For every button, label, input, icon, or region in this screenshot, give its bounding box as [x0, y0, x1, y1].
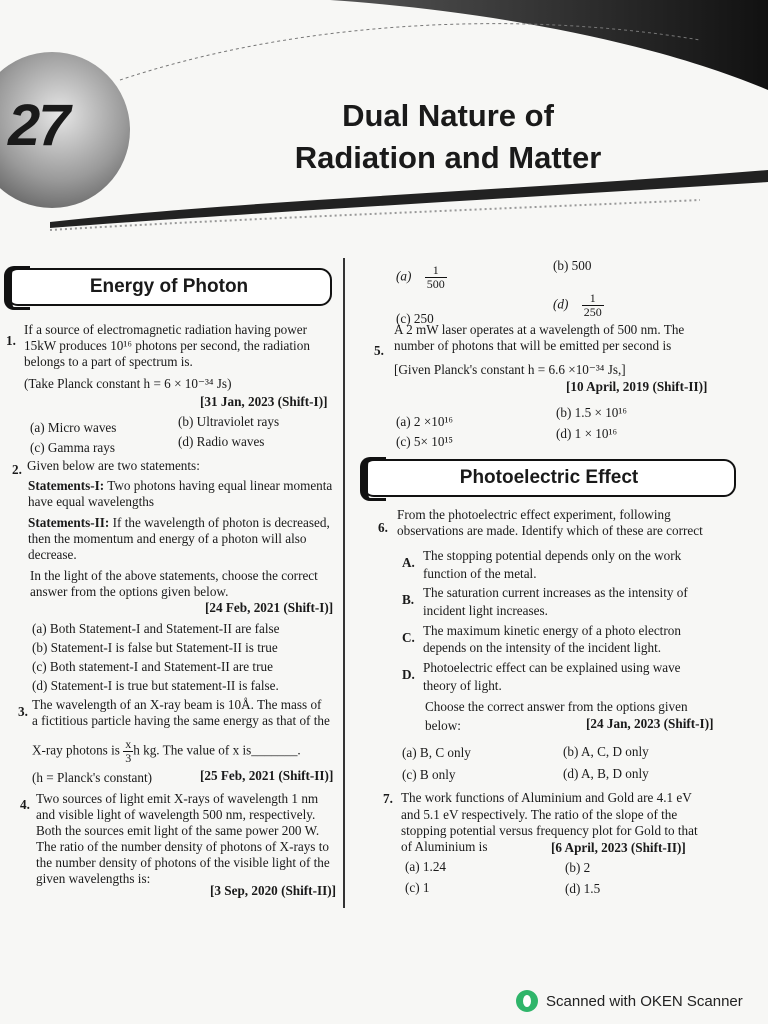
q3-number: 3. [18, 704, 28, 719]
column-divider [343, 258, 345, 908]
section-title: Energy of Photon [89, 276, 249, 297]
q2-number: 2. [12, 462, 22, 477]
q4-option-a-fraction: $\frac{1}{500}$ [426, 263, 445, 291]
q6-number: 6. [378, 520, 388, 535]
q6-statement-d: theory of light. [423, 678, 502, 693]
q2-option-b: (b) Statement-I is false but Statement-II is true [32, 640, 278, 655]
q6-line: observations are made. Identify which of these are correct [397, 523, 703, 538]
q1-option-c: (c) Gamma rays [30, 440, 115, 455]
q7-option-c: (c) 1 [405, 880, 430, 895]
q2-reference: [24 Feb, 2021 (Shift-I)] [205, 600, 334, 615]
q7-option-d: (d) 1.5 [565, 881, 601, 896]
q5-option-b: (b) 1.5 × 10¹⁶ [556, 405, 627, 420]
scanner-watermark [516, 990, 743, 1012]
q1-line: 15kW produces 10¹⁶ photons per second, the radiation [24, 338, 310, 353]
q7-line: stopping potential versus frequency plot for Gold to that [401, 823, 698, 838]
q6-statement-c: The maximum kinetic energy of a photo electron [423, 623, 681, 638]
q6-line: From the photoelectric effect experiment, following [397, 507, 671, 522]
q5-option-a: (a) 2 ×10¹⁶ [396, 414, 453, 429]
q1-line: belongs to a part of spectrum is. [24, 354, 193, 369]
q6-option-a: (a) B, C only [402, 745, 471, 760]
q6-line: Choose the correct answer from the options given [425, 699, 688, 714]
q4-option-d-fraction: $\frac{1}{250}$ [583, 291, 602, 319]
q6-statement-label: A. [402, 555, 415, 570]
q2-statement-1: Statements-I: Two photons having equal linear momenta [28, 478, 333, 493]
q7-option-a: (a) 1.24 [405, 859, 447, 874]
q4-number: 4. [20, 797, 30, 812]
q5-line: A 2 mW laser operates at a wavelength of 500 nm. The [394, 322, 685, 337]
q6-statement-d: Photoelectric effect can be explained using wave [423, 660, 681, 675]
q6-statement-label: C. [402, 630, 415, 645]
q2-statement-2: Statements-II: If the wavelength of photon is decreased, [28, 515, 330, 530]
q2-line: In the light of the above statements, choose the correct [30, 568, 318, 583]
q4-option-b: (b) 500 [553, 258, 592, 273]
q1-line: (Take Planck constant h = 6 × 10⁻³⁴ Js) [24, 376, 232, 391]
q5-option-d: (d) 1 × 10¹⁶ [556, 426, 618, 441]
q6-line: below: [425, 718, 461, 733]
q2-line: answer from the options given below. [30, 584, 229, 599]
q4-line: The ratio of the number density of photons of X-rays to [36, 839, 329, 854]
chapter-number: 27 [8, 93, 69, 158]
q5-option-c: (c) 5× 10¹⁵ [396, 434, 453, 449]
q4-reference: [3 Sep, 2020 (Shift-II)] [210, 883, 337, 898]
q5-reference: [10 April, 2019 (Shift-II)] [566, 379, 708, 394]
q4-option-a: (a) $\frac{1}{500}$ [396, 263, 445, 291]
q3-line-with-fraction: X-ray photons is $\frac{x}{3}$ h kg. The value of x is_______. [32, 737, 301, 765]
q7-reference: [6 April, 2023 (Shift-II)] [551, 840, 686, 855]
q3-line: (h = Planck's constant) [32, 770, 153, 785]
q6-statement-a: function of the metal. [423, 566, 537, 581]
q4-line: given wavelengths is: [36, 871, 151, 886]
q3-reference: [25 Feb, 2021 (Shift-II)] [200, 768, 334, 783]
scanner-text: Scanned with OKEN Scanner [546, 992, 743, 1010]
q6-option-b: (b) A, C, D only [563, 744, 649, 759]
q2-line: Given below are two statements: [27, 458, 200, 473]
q1-number: 1. [6, 333, 16, 348]
q5-line: number of photons that will be emitted per second is [394, 338, 672, 353]
section-title: Photoelectric Effect [459, 467, 639, 488]
q6-statement-a: The stopping potential depends only on the work [423, 548, 682, 563]
q6-option-c: (c) B only [402, 767, 456, 782]
title-line-2: Radiation and Matter [294, 140, 602, 175]
section-heading-energy [6, 268, 332, 306]
q6-reference: [24 Jan, 2023 (Shift-I)] [586, 716, 714, 731]
q7-line: The work functions of Aluminium and Gold are 4.1 eV [401, 790, 692, 805]
q4-line: and visible light of wavelength 500 nm, respectively. [36, 807, 316, 822]
section-heading-photoelectric [362, 459, 736, 497]
q2-option-a: (a) Both Statement-I and Statement-II are false [32, 621, 280, 636]
q6-statement-b: The saturation current increases as the intensity of [423, 585, 688, 600]
q2-line: decrease. [28, 547, 77, 562]
q4-line: Both the sources emit light of the same power 200 W. [36, 823, 320, 838]
q2-line: have equal wavelengths [28, 494, 154, 509]
q3-fraction: $\frac{x}{3}$ [125, 737, 132, 765]
title-line-1: Dual Nature of [342, 98, 554, 133]
q3-line: a fictitious particle having the same energy as that of the [32, 713, 330, 728]
q6-statement-label: B. [402, 592, 415, 607]
q4-option-c: (c) 250 [396, 311, 434, 326]
q2-option-c: (c) Both statement-I and Statement-II are true [32, 659, 273, 674]
q1-line: If a source of electromagnetic radiation having power [24, 322, 308, 337]
oken-logo-icon [516, 990, 538, 1012]
q3-line: The wavelength of an X-ray beam is 10Å. The mass of [32, 697, 322, 712]
q6-statement-label: D. [402, 667, 415, 682]
q7-number: 7. [383, 791, 393, 806]
chapter-title [258, 95, 638, 179]
q1-reference: [31 Jan, 2023 (Shift-I)] [200, 394, 328, 409]
q5-line: [Given Planck's constant h = 6.6 ×10⁻³⁴ Js,] [394, 362, 626, 377]
q7-option-b: (b) 2 [565, 860, 591, 875]
q2-option-d: (d) Statement-I is true but statement-II is false. [32, 678, 279, 693]
q7-line: of Aluminium is [401, 839, 488, 854]
q4-option-d: (d) $\frac{1}{250}$ [553, 291, 602, 319]
q1-option-d: (d) Radio waves [178, 434, 265, 449]
q4-line: the number density of photons of the visible light of the [36, 855, 330, 870]
q2-line: then the momentum and energy of a photon will also [28, 531, 307, 546]
q6-option-d: (d) A, B, D only [563, 766, 649, 781]
q6-statement-b: incident light increases. [423, 603, 548, 618]
q1-option-a: (a) Micro waves [30, 420, 117, 435]
q7-line: and 5.1 eV respectively. The ratio of the slope of the [401, 807, 678, 822]
q4-line: Two sources of light emit X-rays of wavelength 1 nm [36, 791, 319, 806]
q6-statement-c: depends on the intensity of the incident light. [423, 640, 662, 655]
q5-number: 5. [374, 343, 384, 358]
q1-option-b: (b) Ultraviolet rays [178, 414, 280, 429]
